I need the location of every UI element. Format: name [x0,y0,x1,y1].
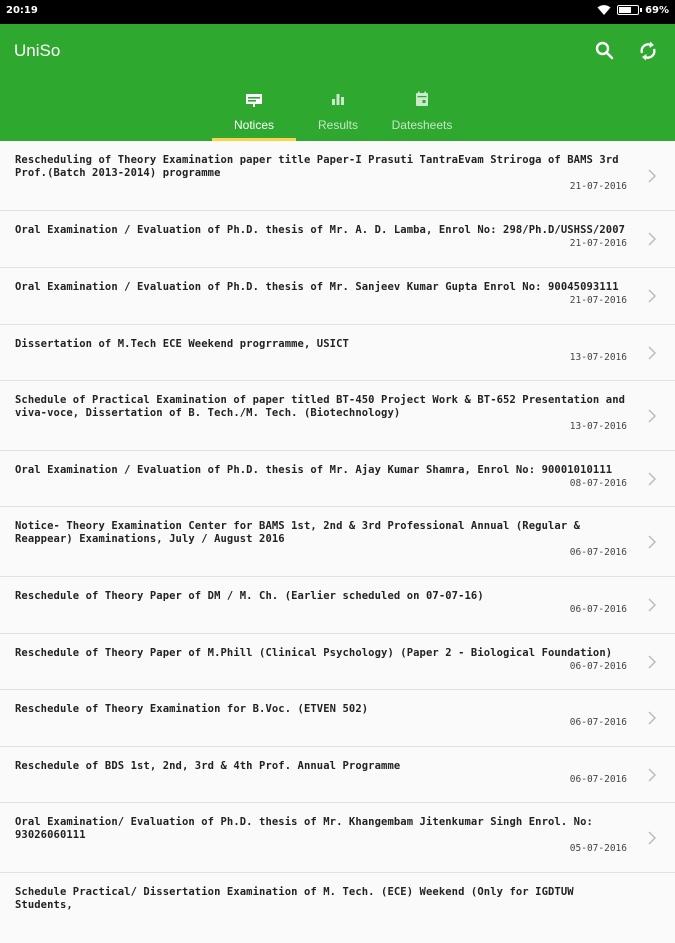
battery-icon [617,5,639,15]
tab-datesheets[interactable] [380,86,464,141]
app-bar [0,24,675,141]
chevron-right-icon [647,169,657,183]
chevron-right-icon [647,535,657,549]
chevron-right-icon [647,711,657,725]
notice-date: 21-07-2016 [569,181,627,192]
chevron-right-icon [647,598,657,612]
chevron-right-icon [647,346,657,360]
list-item[interactable] [0,141,675,211]
notice-title: Oral Examination/ Evaluation of Ph.D. thesis of Mr. Khangembam Jitenkumar Singh Enrol. No: 93026060111 [15,816,593,841]
notice-date: 06-07-2016 [569,604,627,615]
app-title: UniSo [14,41,61,60]
notice-title: Reschedule of Theory Examination for B.Voc. (ETVEN 502) [15,703,369,715]
notice-date: 06-07-2016 [569,717,627,728]
calendar-icon [413,91,431,107]
notice-date: 08-07-2016 [569,478,627,489]
notice-title: Reschedule of Theory Paper of M.Phill (Clinical Psychology) (Paper 2 - Biological Foundation) [15,647,613,659]
notice-date: 13-07-2016 [569,352,627,363]
list-item[interactable] [0,268,675,325]
notice-date: 05-07-2016 [569,843,627,854]
notice-list [0,141,675,911]
chevron-right-icon [647,472,657,486]
notice-date: 06-07-2016 [569,661,627,672]
tab-results-label: Results [317,118,358,132]
list-item[interactable] [0,634,675,690]
notice-date: 13-07-2016 [569,421,627,432]
status-bar [0,0,675,24]
notice-title: Schedule of Practical Examination of paper titled BT-450 Project Work & BT-652 Presentation and viva-voce, Dissertation of B. Tech./M. Tech. (Biotechnology) [15,394,626,419]
list-item[interactable] [0,325,675,381]
notice-board-icon [245,91,263,107]
search-icon[interactable] [594,40,616,62]
notice-title: Dissertation of M.Tech ECE Weekend progrramme, USICT [15,338,349,350]
battery-percent: 69% [645,4,669,16]
chevron-right-icon [647,831,657,845]
notice-date: 21-07-2016 [569,295,627,306]
list-item[interactable] [0,690,675,747]
list-item[interactable] [0,381,675,451]
list-item[interactable] [0,803,675,873]
notice-date: 06-07-2016 [569,774,627,785]
tab-results[interactable] [296,86,380,141]
notice-title: Oral Examination / Evaluation of Ph.D. thesis of Mr. Sanjeev Kumar Gupta Enrol No: 90045093111 [15,281,619,293]
chevron-right-icon [647,232,657,246]
notice-date: 21-07-2016 [569,238,627,249]
list-item[interactable] [0,577,675,634]
status-icons [597,4,669,16]
chevron-right-icon [647,655,657,669]
notice-title: Notice- Theory Examination Center for BAMS 1st, 2nd & 3rd Professional Annual (Regular & Reappear) Examinations, July / August 2016 [15,520,581,545]
list-item[interactable] [0,873,675,943]
list-item[interactable] [0,747,675,803]
tab-datesheets-label: Datesheets [391,118,453,132]
notice-title: Schedule Practical/ Dissertation Examination of M. Tech. (ECE) Weekend (Only for IGDTUW Students, [15,886,574,911]
notice-title: Oral Examination / Evaluation of Ph.D. thesis of Mr. A. D. Lamba, Enrol No: 298/Ph.D/USHSS/2007 [15,224,626,236]
notice-title: Rescheduling of Theory Examination paper title Paper-I Prasuti TantraEvam Striroga of BAMS 3rd Prof.(Batch 2013-2014) programme [15,154,619,179]
notice-title: Oral Examination / Evaluation of Ph.D. thesis of Mr. Ajay Kumar Shamra, Enrol No: 90001010111 [15,464,613,476]
refresh-icon[interactable] [637,40,659,62]
status-time: 20:19 [6,5,38,16]
chevron-right-icon [647,289,657,303]
chevron-right-icon [647,768,657,782]
bar-chart-icon [329,91,347,107]
wifi-icon [597,4,611,16]
list-item[interactable] [0,507,675,577]
notice-title: Reschedule of Theory Paper of DM / M. Ch. (Earlier scheduled on 07-07-16) [15,590,484,602]
tab-notices-label: Notices [233,118,274,132]
list-item[interactable] [0,211,675,268]
notice-date: 06-07-2016 [569,547,627,558]
list-item[interactable] [0,451,675,507]
notice-title: Reschedule of BDS 1st, 2nd, 3rd & 4th Prof. Annual Programme [15,760,401,772]
tab-notices[interactable] [212,86,296,141]
chevron-right-icon [647,409,657,423]
tab-bar [212,86,464,141]
